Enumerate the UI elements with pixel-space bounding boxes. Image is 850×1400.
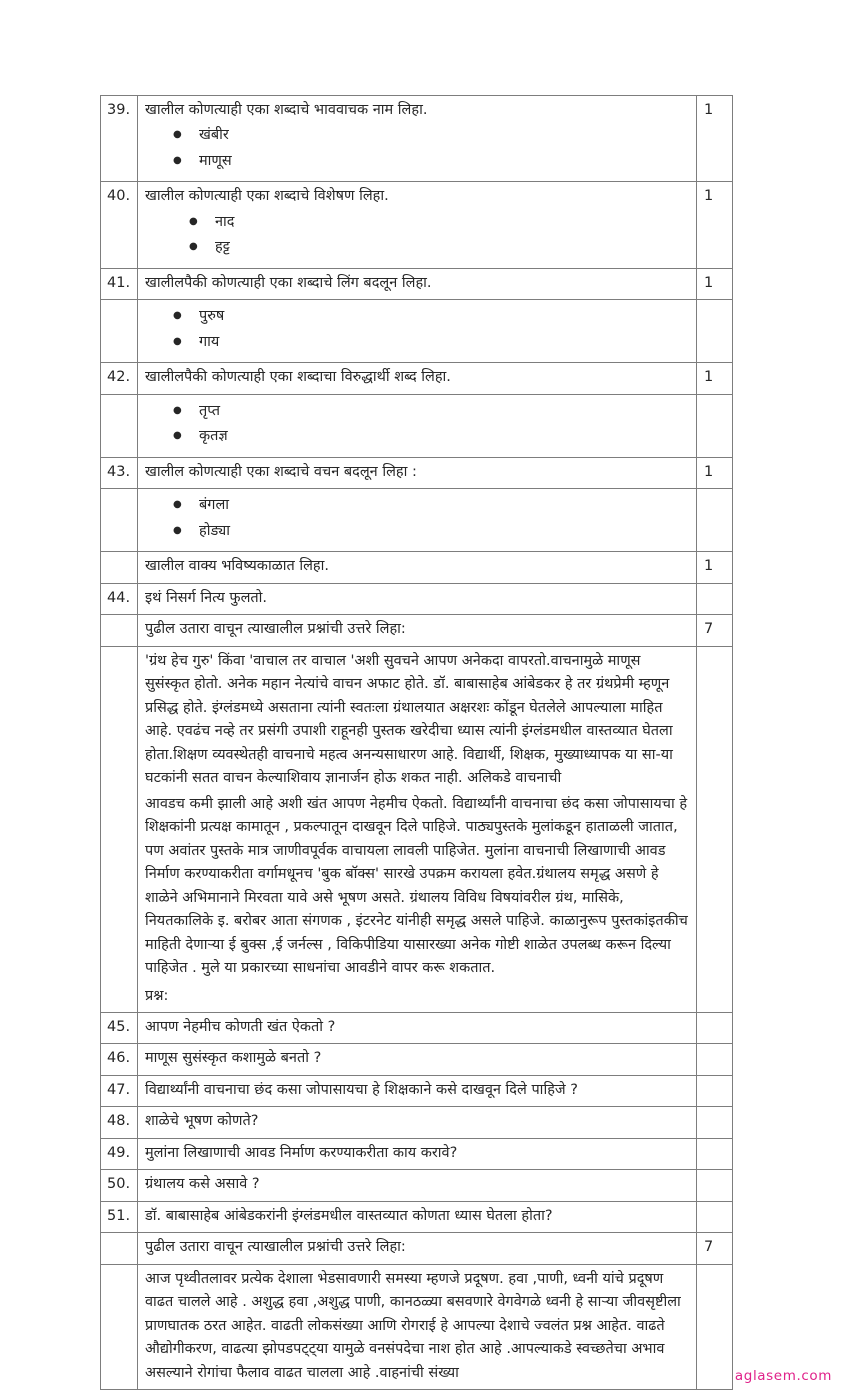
passage-paragraph: आज पृथ्वीतलावर प्रत्येक देशाला भेडसावणारी समस्या म्हणजे प्रदूषण. हवा ,पाणी, ध्वनी यांचे प्रदूषण वाढत चालले आहे . अशुद्ध हवा ,अशुद्ध पाणी, कानठळ्या बसवणारे वेगवेगळे ध्वनी हे साऱ्या जीवसृष्टीला प्राणघातक ठरत आहेत. वाढती लोकसंख्या आणि रोगराई हे आपल्या देशाचे ज्वलंत प्रश्न आहेत. वाढते औद्योगीकरण, वाढत्या झोपडपट्ट्या यामुळे वनसंपदेचा नाश होत आहे .आपल्याकडे स्वच्छतेचा अभाव असल्याने रोगांचा फैलाव वाढत चालला आहे .वाहनांची संख्या	[145, 1270, 681, 1381]
question-number: 51.	[101, 1201, 138, 1232]
option-item: ● हट्ट	[189, 235, 689, 260]
option-item: ● माणूस	[173, 149, 689, 174]
question-cell	[138, 457, 697, 488]
question-number	[101, 1264, 138, 1389]
table-row-q41-options	[101, 300, 733, 363]
question-cell	[138, 1170, 697, 1201]
question-cell	[138, 394, 697, 457]
question-number	[101, 300, 138, 363]
option-item: ● नाद	[189, 210, 689, 235]
passage-paragraph: 'ग्रंथ हेच गुरु' किंवा 'वाचाल तर वाचाल 'अशी सुवचने आपण अनेकदा वापरतो.वाचनामुळे माणूस सुसंस्कृत होतो. अनेक महान नेत्यांचे वाचन अफाट होते. डॉ. बाबासाहेब आंबेडकर हे तर ग्रंथप्रेमी म्हणून प्रसिद्ध होते. इंग्लंडमध्ये असताना त्यांनी स्वतःला ग्रंथालयात अक्षरशः कोंडून घेतलेले आपल्याला माहित आहे. एवढंच नव्हे तर प्रसंगी उपाशी राहूनही पुस्तक खरेदीचा ध्यास त्यांनी इंग्लंडमधील वास्तव्यात घेतला होता.शिक्षण व्यवस्थेतही वाचनाचे महत्व अनन्यसाधारण आहे. विद्यार्थी, शिक्षक, मुख्याध्यापक या सा-या घटकांनी सतत वाचन केल्याशिवाय ज्ञानार्जन होऊ शकत नाही. अलिकडे वाचनाची	[145, 652, 673, 787]
question-cell	[138, 552, 697, 583]
option-list	[173, 304, 689, 355]
question-cell	[138, 1012, 697, 1043]
question-text: खालील कोणत्याही एका शब्दाचे विशेषण लिहा.	[145, 188, 389, 205]
option-list	[173, 493, 689, 544]
passage-paragraph: आवडच कमी झाली आहे अशी खंत आपण नेहमीच ऐकतो. विद्यार्थ्यांनी वाचनाचा छंद कसा जोपासायचा हे शिक्षकांनी प्रत्यक्ष कामातून , प्रकल्पातून दाखवून दिले पाहिजे. पाठ्यपुस्तके मुलांकडून हाताळली जातात, पण अवांतर पुस्तके मात्र जाणीवपूर्वक वाचायला लावली पाहिजेत. मुलांना वाचनाची लिखाणाची आवड निर्माण करण्याकरीता वर्गामधूनच 'बुक बॉक्स' सारखे उपक्रम करायला हवेत.ग्रंथालय समृद्ध असणे हे शाळेने अभिमानाने मिरवता यावे असे भूषण असते. ग्रंथालय विविध विषयांवरील ग्रंथ, मासिके, नियतकालिके इ. बरोबर आता संगणक , इंटरनेट यांनीही समृद्ध असले पाहिजे. काळानुरूप पुस्तकांइतकीच माहिती देणाऱ्या ई बुक्स ,ई जर्नल्स , विकिपीडिया यासारख्या अनेक गोष्टी शाळेत उपलब्ध करून दिल्या पाहिजेत . मुले या प्रकारच्या साधनांचा आवडीने वापर करू शकतात.	[145, 795, 688, 977]
question-number: 49.	[101, 1138, 138, 1169]
question-cell	[138, 1107, 697, 1138]
marks-cell	[697, 1170, 733, 1201]
marks-cell: 1	[697, 182, 733, 268]
table-row-q51	[101, 1201, 733, 1232]
table-row-q39	[101, 96, 733, 182]
question-text: खालील कोणत्याही एका शब्दाचे वचन बदलून लिहा :	[145, 463, 417, 480]
table-row-passage2-instruction	[101, 1233, 733, 1264]
option-item: ● पुरुष	[173, 304, 689, 329]
table-row-q49	[101, 1138, 733, 1169]
question-number: 45.	[101, 1012, 138, 1043]
option-item: ● गाय	[173, 330, 689, 355]
marks-cell: 1	[697, 457, 733, 488]
table-row-q44	[101, 583, 733, 614]
question-cell	[138, 583, 697, 614]
marks-cell: 1	[697, 96, 733, 182]
instruction-text: पुढील उतारा वाचून त्याखालील प्रश्नांची उत्तरे लिहा:	[145, 621, 406, 638]
question-number: 50.	[101, 1170, 138, 1201]
question-cell	[138, 1075, 697, 1106]
marks-cell	[697, 583, 733, 614]
question-number: 43.	[101, 457, 138, 488]
marks-cell: 1	[697, 363, 733, 394]
option-item: ● कृतज्ञ	[173, 424, 689, 449]
table-row-passage2	[101, 1264, 733, 1389]
question-cell	[138, 363, 697, 394]
marks-cell	[697, 1264, 733, 1389]
instruction-text: पुढील उतारा वाचून त्याखालील प्रश्नांची उत्तरे लिहा:	[145, 1239, 406, 1256]
option-item: ● तृप्त	[173, 399, 689, 424]
question-cell	[138, 96, 697, 182]
question-text: इथं निसर्ग नित्य फुलतो.	[145, 589, 268, 606]
option-list	[173, 399, 689, 450]
marks-cell	[697, 1138, 733, 1169]
question-cell	[138, 615, 697, 646]
question-number: 44.	[101, 583, 138, 614]
table-row-q43-options	[101, 489, 733, 552]
marks-cell	[697, 1044, 733, 1075]
question-cell	[138, 1233, 697, 1264]
question-paper-sheet	[100, 95, 733, 1390]
marks-cell: 1	[697, 268, 733, 299]
marks-cell	[697, 394, 733, 457]
question-text: खालीलपैकी कोणत्याही एका शब्दाचे लिंग बदलून लिहा.	[145, 274, 432, 291]
table-row-q42	[101, 363, 733, 394]
question-number: 48.	[101, 1107, 138, 1138]
option-item: ● खंबीर	[173, 123, 689, 148]
questions-label: प्रश्न:	[145, 987, 169, 1004]
option-list	[173, 123, 689, 174]
marks-cell: 1	[697, 552, 733, 583]
passage-cell	[138, 646, 697, 1012]
question-text: खालीलपैकी कोणत्याही एका शब्दाचा विरुद्धार्थी शब्द लिहा.	[145, 369, 451, 386]
table-row-instruction	[101, 552, 733, 583]
table-row-passage1-instruction	[101, 615, 733, 646]
marks-cell	[697, 489, 733, 552]
question-number: 39.	[101, 96, 138, 182]
question-number: 42.	[101, 363, 138, 394]
question-text: शाळेचे भूषण कोणते?	[145, 1113, 259, 1130]
option-item: ● बंगला	[173, 493, 689, 518]
question-cell	[138, 1138, 697, 1169]
table-row-q46	[101, 1044, 733, 1075]
marks-cell	[697, 300, 733, 363]
question-cell	[138, 1044, 697, 1075]
question-text: मुलांना लिखाणाची आवड निर्माण करण्याकरीता काय करावे?	[145, 1144, 458, 1161]
table-row-q45	[101, 1012, 733, 1043]
question-number: 41.	[101, 268, 138, 299]
marks-cell: 7	[697, 1233, 733, 1264]
question-cell	[138, 268, 697, 299]
question-cell	[138, 1201, 697, 1232]
table-row-passage1	[101, 646, 733, 1012]
marks-cell	[697, 1075, 733, 1106]
marks-cell	[697, 646, 733, 1012]
question-number	[101, 489, 138, 552]
question-cell	[138, 182, 697, 268]
marks-cell	[697, 1012, 733, 1043]
marks-cell	[697, 1201, 733, 1232]
question-cell	[138, 300, 697, 363]
question-text: आपण नेहमीच कोणती खंत ऐकतो ?	[145, 1018, 336, 1035]
table-row-q42-options	[101, 394, 733, 457]
question-cell	[138, 489, 697, 552]
table-row-q41	[101, 268, 733, 299]
table-row-q43	[101, 457, 733, 488]
question-paper-table	[100, 95, 733, 1390]
question-text: डॉ. बाबासाहेब आंबेडकरांनी इंग्लंडमधील वास्तव्यात कोणता ध्यास घेतला होता?	[145, 1207, 553, 1224]
option-item: ● होड्या	[173, 519, 689, 544]
question-number	[101, 1233, 138, 1264]
question-number	[101, 646, 138, 1012]
marks-cell: 7	[697, 615, 733, 646]
question-text: खालील कोणत्याही एका शब्दाचे भाववाचक नाम लिहा.	[145, 102, 428, 118]
question-number: 47.	[101, 1075, 138, 1106]
question-number	[101, 394, 138, 457]
footer-brand: aglasem.com	[734, 1368, 832, 1384]
marks-cell	[697, 1107, 733, 1138]
question-number: 40.	[101, 182, 138, 268]
instruction-text: खालील वाक्य भविष्यकाळात लिहा.	[145, 558, 329, 575]
question-text: विद्यार्थ्यांनी वाचनाचा छंद कसा जोपासायचा हे शिक्षकाने कसे दाखवून दिले पाहिजे ?	[145, 1081, 578, 1098]
question-text: माणूस सुसंस्कृत कशामुळे बनतो ?	[145, 1050, 322, 1067]
passage-cell	[138, 1264, 697, 1389]
table-row-q47	[101, 1075, 733, 1106]
question-text: ग्रंथालय कसे असावे ?	[145, 1176, 260, 1193]
question-number: 46.	[101, 1044, 138, 1075]
table-row-q48	[101, 1107, 733, 1138]
question-number	[101, 552, 138, 583]
table-row-q50	[101, 1170, 733, 1201]
table-row-q40	[101, 182, 733, 268]
option-list	[189, 210, 689, 261]
question-number	[101, 615, 138, 646]
